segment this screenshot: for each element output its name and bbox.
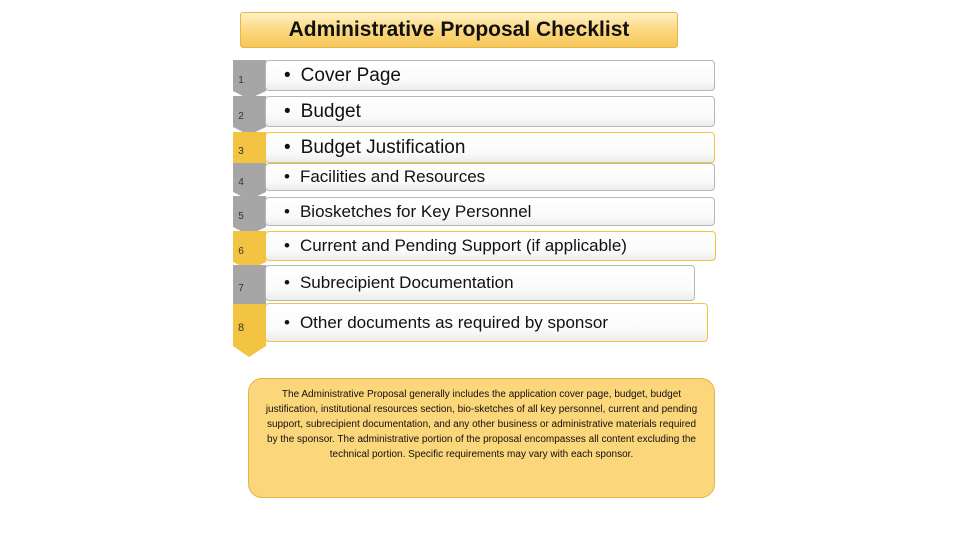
item-label: Other documents as required by sponsor — [299, 312, 609, 332]
checklist-item-7 — [265, 265, 695, 301]
bullet: • — [284, 100, 291, 122]
item-label: Current and Pending Support (if applicable) — [299, 236, 627, 255]
checklist-item-2 — [265, 96, 715, 127]
checklist-item-5 — [265, 197, 715, 226]
bullet: • — [284, 312, 290, 332]
checklist-item-3 — [265, 132, 715, 163]
checklist-title: Administrative Proposal Checklist — [240, 12, 678, 48]
item-label: Budget Justification — [300, 136, 466, 158]
checklist-item-4 — [265, 163, 715, 191]
step-number-1: 1 — [238, 75, 244, 86]
step-number-6: 6 — [238, 246, 244, 257]
item-label: Budget — [300, 100, 361, 122]
checklist-item-6 — [265, 231, 716, 261]
item-label: Cover Page — [300, 64, 401, 86]
bullet: • — [284, 136, 291, 158]
step-number-8: 8 — [237, 322, 245, 334]
item-label: Subrecipient Documentation — [299, 273, 514, 292]
checklist-item-8 — [265, 303, 708, 342]
bullet: • — [284, 273, 290, 292]
step-number-3: 3 — [238, 146, 244, 157]
step-number-4: 4 — [238, 177, 244, 188]
step-number-5: 5 — [238, 211, 244, 222]
step-number-2: 2 — [238, 111, 244, 122]
item-label: Facilities and Resources — [299, 167, 486, 186]
bullet: • — [284, 201, 290, 221]
bullet: • — [284, 64, 291, 86]
bullet: • — [284, 236, 290, 255]
bullet: • — [284, 167, 290, 186]
item-label: Biosketches for Key Personnel — [299, 201, 532, 221]
checklist-item-1 — [265, 60, 715, 91]
step-number-7: 7 — [238, 283, 244, 294]
description-note: The Administrative Proposal generally includes the application cover page, budget, budget justification, institutional resources section, bio-sketches of all key personnel, current and pending support, subrecipient documentation, and any other business or administrative materials required by the sponsor. The administrative portion of the proposal encompasses all content excluding the technical portion. Specific requirements may vary with each sponsor. — [248, 378, 715, 498]
